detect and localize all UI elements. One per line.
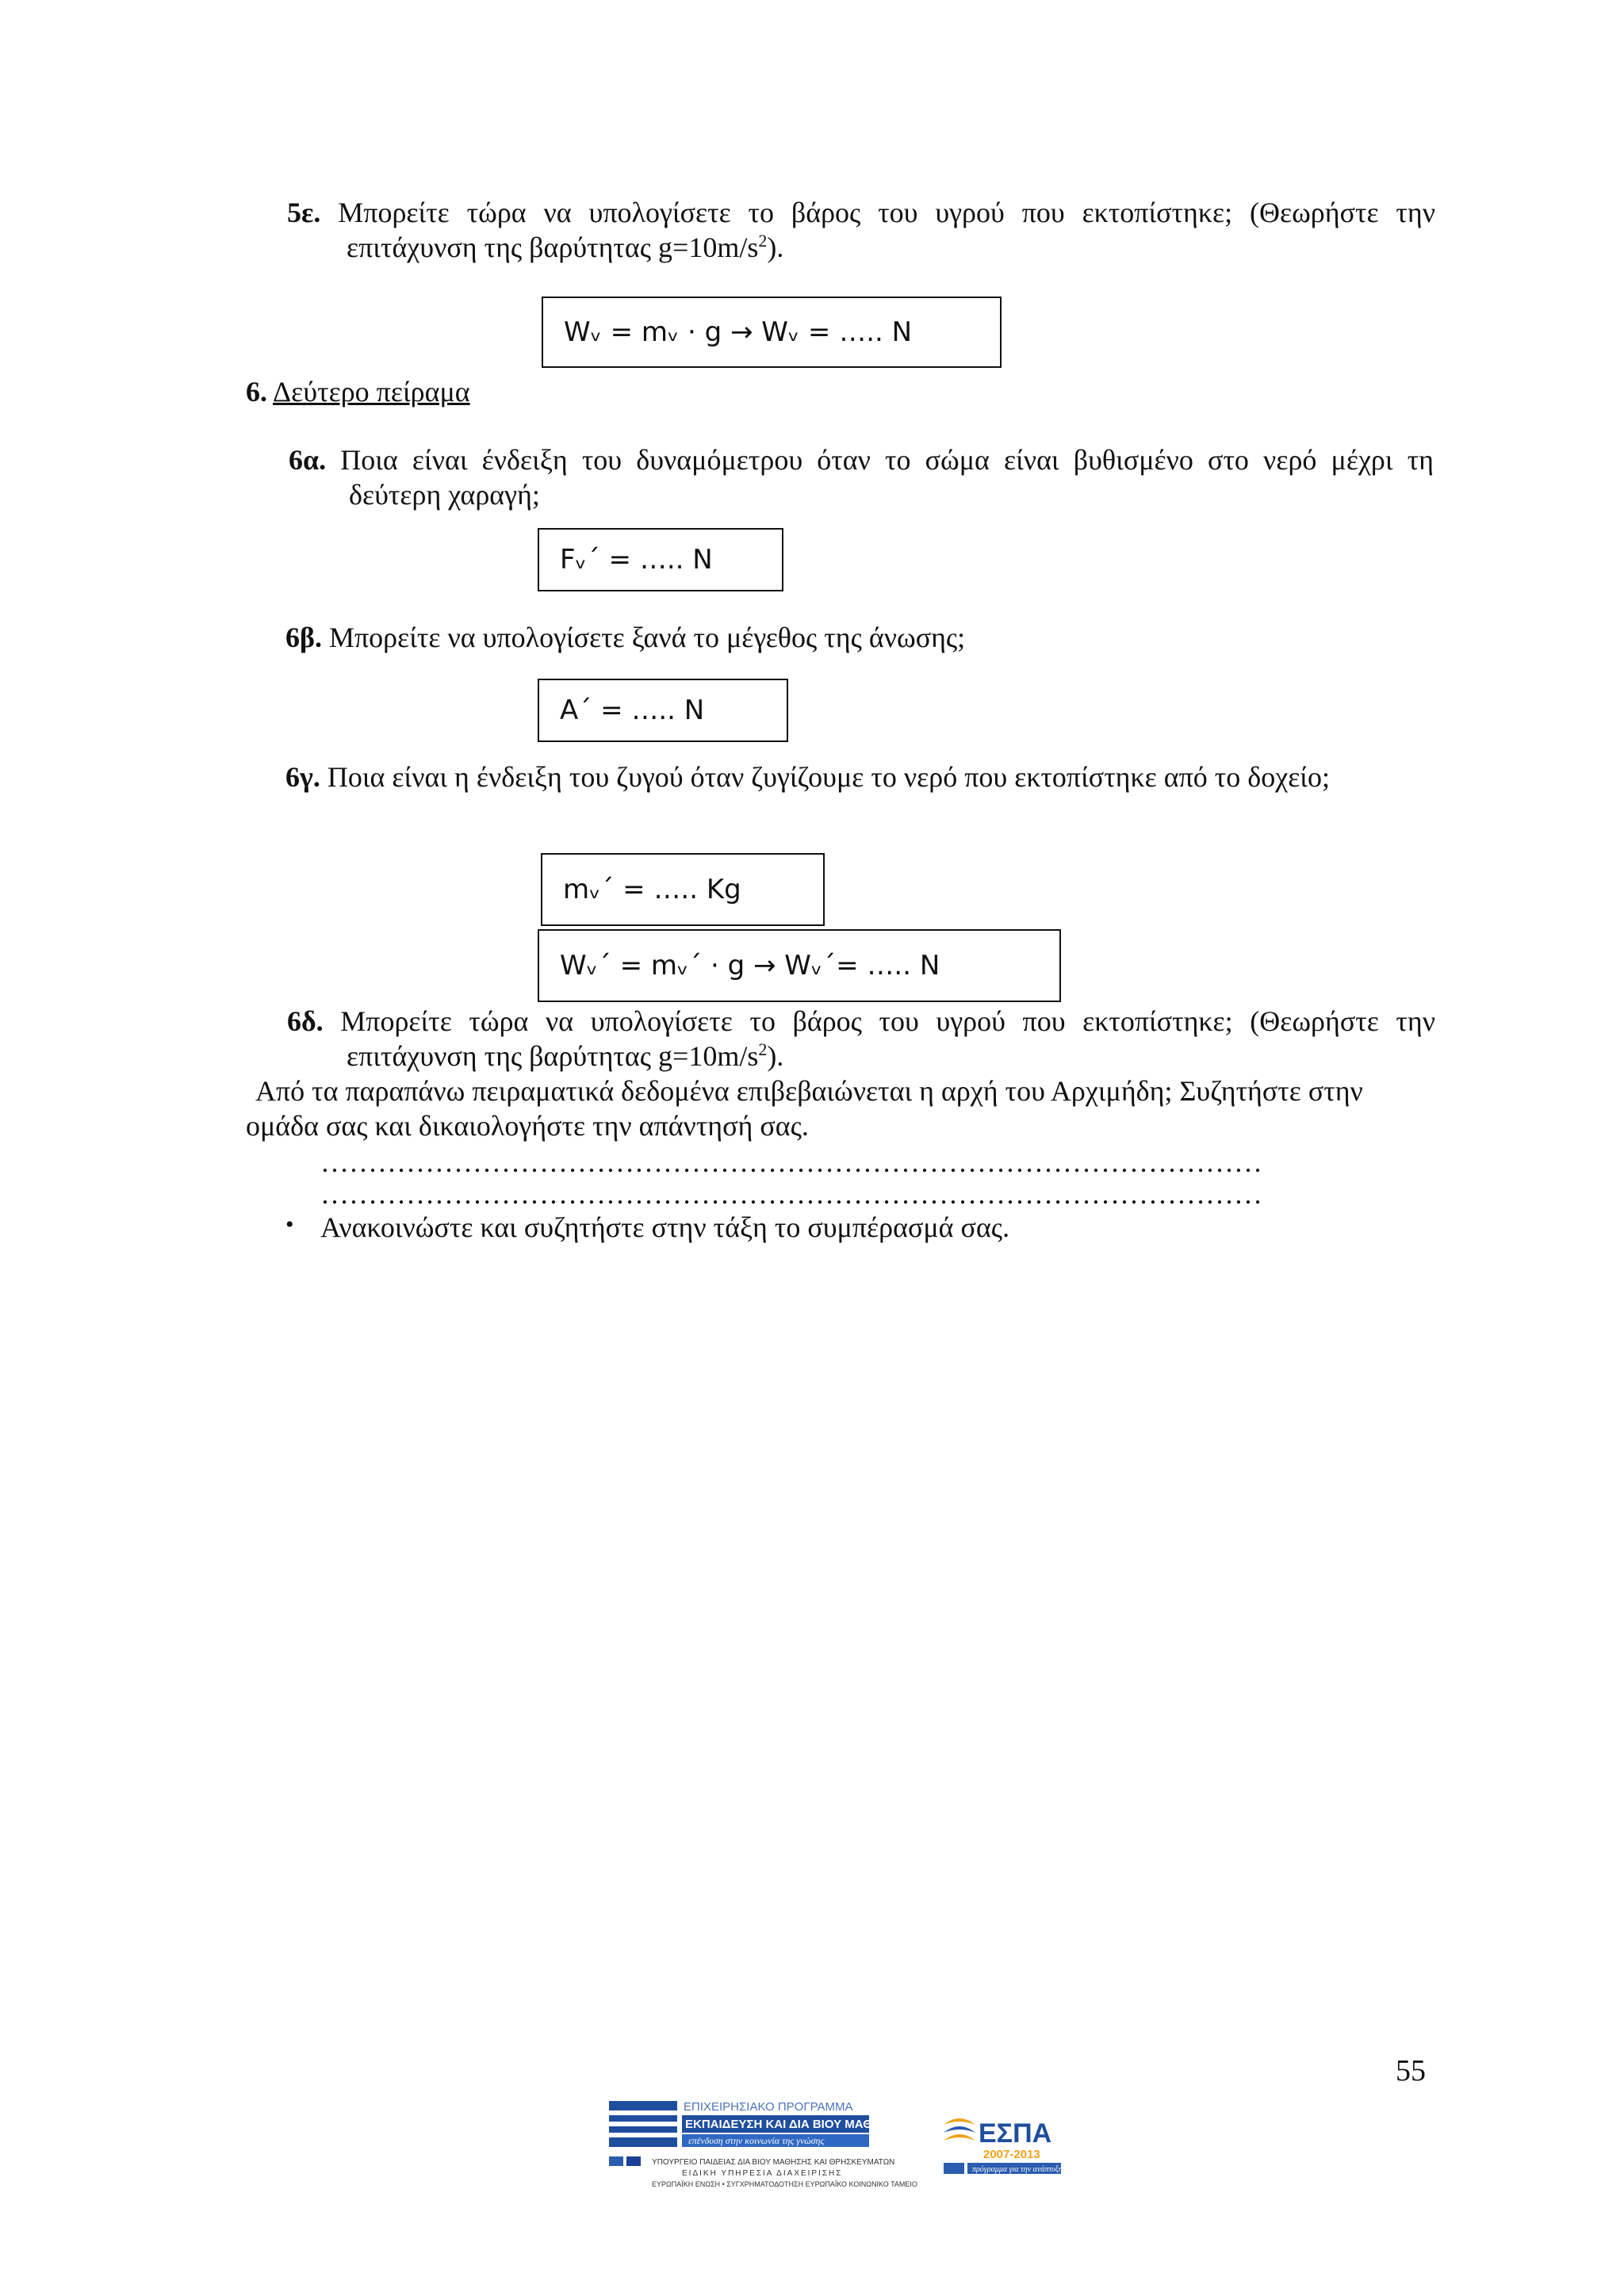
espa-slogan: πρόγραμμα για την ανάπτυξη — [972, 2165, 1063, 2174]
answer-box-a[interactable]: Α΄ = ….. N — [538, 679, 788, 742]
bullet-marker: • — [285, 1211, 294, 1238]
section-6-heading — [246, 374, 470, 409]
question-5e-label: 5ε. — [287, 197, 321, 228]
answer-box-fv[interactable]: Fᵥ΄ = ….. N — [538, 528, 783, 591]
program-logo-icon — [609, 2101, 677, 2147]
ministry-line1: ΥΠΟΥΡΓΕΙΟ ΠΑΙΔΕΙΑΣ ΔΙΑ ΒΙΟΥ ΜΑΘΗΣΗΣ ΚΑΙ ΘΡΗΣΚΕΥΜΑΤΩΝ — [652, 2158, 895, 2167]
question-6b-label: 6β. — [285, 622, 322, 653]
program-slogan: επένδυση στην κοινωνία της γνώσης — [688, 2135, 825, 2146]
page-number: 55 — [1396, 2054, 1426, 2087]
superscript: 2 — [758, 1039, 768, 1059]
espa-logo-icon — [944, 2118, 975, 2141]
question-6a-text: Ποια είναι ένδειξη του δυναμόμετρου όταν το σώμα είναι βυθισμένο στο νερό μέχρι τη — [340, 444, 1434, 476]
question-6a-line2: δεύτερη χαραγή; — [349, 479, 540, 511]
question-6d-line2-end: ). — [767, 1040, 784, 1072]
espa-title: ΕΣΠΑ — [979, 2118, 1052, 2149]
question-6a-line1 — [289, 442, 1434, 477]
question-6d-text: Μπορείτε τώρα να υπολογίσετε το βάρος του υγρού που εκτοπίστηκε; (Θεωρήστε την — [340, 1005, 1435, 1037]
question-6g-text: Ποια είναι η ένδειξη του ζυγού όταν ζυγίζουμε το νερό που εκτοπίστηκε από το δοχείο; — [327, 761, 1330, 793]
answer-box-mv[interactable]: mᵥ΄ = ….. Kg — [541, 853, 825, 926]
question-6d-line2 — [347, 1039, 783, 1073]
espa-years: 2007-2013 — [983, 2148, 1040, 2161]
question-5e-line2-text: επιτάχυνση της βαρύτητας g=10m/s — [347, 232, 759, 263]
question-6g — [285, 760, 1330, 794]
question-5e-line2-end: ). — [767, 232, 784, 263]
question-6d-line2-text: επιτάχυνση της βαρύτητας g=10m/s — [347, 1040, 759, 1072]
question-6d-line1 — [287, 1004, 1435, 1039]
footer-logos — [603, 2093, 1078, 2204]
program-line1: ΕΠΙΧΕΙΡΗΣΙΑΚΟ ΠΡΟΓΡΑΜΜΑ — [684, 2100, 853, 2114]
question-6b-text: Μπορείτε να υπολογίσετε ξανά το μέγεθος της άνωσης; — [328, 622, 966, 653]
question-6a-label: 6α. — [289, 444, 327, 476]
discussion-line2: ομάδα σας και δικαιολογήστε την απάντησή σας. — [246, 1110, 809, 1142]
section-6-title: Δεύτερο πείραμα — [273, 376, 470, 408]
question-5e-text: Μπορείτε τώρα να υπολογίσετε το βάρος του υγρού που εκτοπίστηκε; (Θεωρήστε την — [338, 197, 1435, 228]
question-6d-label: 6δ. — [287, 1005, 324, 1037]
answer-box-wv[interactable]: Wᵥ = mᵥ · g → Wᵥ = ….. N — [542, 297, 1002, 368]
section-6-label: 6. — [246, 376, 267, 408]
question-5e-line1 — [287, 195, 1435, 230]
answer-dotted-line-2[interactable]: ……………………………………………………………………………………… — [320, 1178, 1262, 1210]
discussion-line1: Από τα παραπάνω πειραματικά δεδομένα επιβεβαιώνεται η αρχή του Αρχιμήδη; Συζητήστε στην — [255, 1075, 1363, 1107]
superscript: 2 — [758, 231, 768, 251]
answer-dotted-line-1[interactable]: ……………………………………………………………………………………… — [320, 1146, 1262, 1178]
ministry-line3: ΕΥΡΩΠΑΪΚΗ ΕΝΩΣΗ • ΣΥΓΧΡΗΜΑΤΟΔΟΤΗΣΗ ΕΥΡΩΠΑΪΚΟ ΚΟΙΝΩΝΙΚΟ ΤΑΜΕΙΟ — [652, 2180, 917, 2188]
question-5e-line2 — [347, 230, 783, 265]
question-6b — [285, 620, 965, 655]
answer-box-wv-prime[interactable]: Wᵥ΄ = mᵥ΄ · g → Wᵥ΄= ….. N — [538, 929, 1061, 1002]
program-line2: ΕΚΠΑΙΔΕΥΣΗ ΚΑΙ ΔΙΑ ΒΙΟΥ ΜΑΘΗΣΗ — [685, 2118, 897, 2131]
flags-icon — [609, 2156, 641, 2166]
bullet-text: Ανακοινώστε και συζητήστε στην τάξη το συμπέρασμά σας. — [320, 1211, 1010, 1243]
ministry-line2: ΕΙΔΙΚΗ ΥΠΗΡΕΣΙΑ ΔΙΑΧΕΙΡΙΣΗΣ — [682, 2169, 843, 2178]
question-6g-label: 6γ. — [285, 761, 320, 793]
